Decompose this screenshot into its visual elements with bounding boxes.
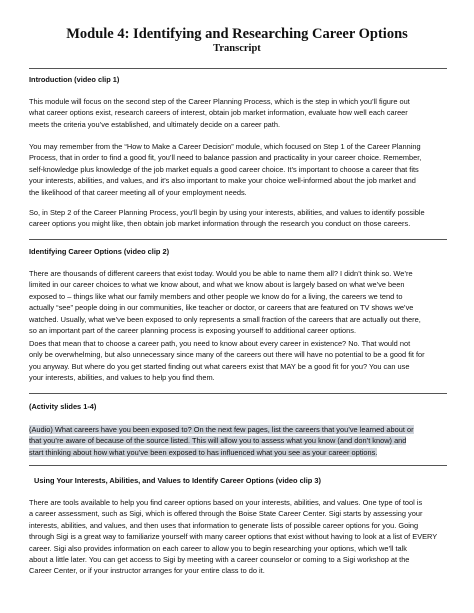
text-line: so an important part of the career planning process is exposing yourself to additional career options. — [29, 325, 357, 335]
paragraph — [29, 338, 447, 384]
text-line: exposed to – things like what our family members and other people we know do for a living, the careers we tend to — [29, 291, 403, 301]
text-line: a career assessment, such as Sigi, which is offered through the Boise State Career Center. Sigi starts by assessing your — [29, 509, 423, 519]
text-line: actually “see” people doing in our communities, like teacher or doctor, or careers that are featured on TV shows we’ve — [29, 303, 414, 313]
highlighted-text: that you’re aware of because of the source listed. This will allow you to assess what you know (and don’t know) and — [29, 436, 407, 446]
highlighted-text: (Audio) What careers have you been exposed to? On the next few pages, list the careers that you’ve learned about or — [29, 425, 414, 434]
paragraph — [29, 207, 447, 230]
text-line: meets the criteria you’ve established, and ultimately decide on a career path. — [29, 119, 281, 129]
paragraph — [29, 268, 447, 336]
text-line: self-knowledge plus knowledge of the job market equals a good career choice. It’s important to choose a career that fits — [29, 164, 419, 174]
section-heading-using-interests: Using Your Interests, Abilities, and Values to Identify Career Options (video clip 3) — [34, 476, 321, 485]
section-divider — [29, 239, 447, 240]
document-subtitle: Transcript — [213, 43, 261, 54]
text-line: So, in Step 2 of the Career Planning Process, you’ll begin by using your interests, abilities, and values to identify possible — [29, 208, 425, 217]
section-heading-introduction: Introduction (video clip 1) — [29, 75, 120, 84]
paragraph-highlighted — [29, 424, 447, 458]
section-divider — [29, 465, 447, 466]
text-line: you anyway. But where do you get started finding out what careers exist that MAY be a good fit for you? You can use — [29, 361, 410, 371]
text-line: There are tools available to help you find career options based on your interests, abilities, and values. One type of tool is — [29, 498, 423, 507]
section-heading-activity: (Activity slides 1-4) — [29, 402, 97, 411]
text-line: interests, abilities, and values, and then uses that information to generate lists of possible career options for you. Going — [29, 520, 419, 530]
text-line: through Sigi is a great way to familiarize yourself with many career options that exist without having to look at a list of EVERY — [29, 532, 438, 542]
text-line — [29, 447, 447, 458]
text-line: only be overwhelming, but also unnecessary since many of the careers out there will have no potential to be a good fit for — [29, 350, 425, 360]
section-divider — [29, 393, 447, 394]
text-line: Does that mean that to choose a career path, you need to know about every career in existence? No. That would not — [29, 339, 411, 348]
text-line: your interests, abilities, and values to help you find them. — [29, 373, 215, 383]
text-line: You may remember from the “How to Make a Career Decision” module, which focused on Step 1 of the Career Planning — [29, 142, 421, 151]
text-line: career. Sigi also provides information on each career to allow you to begin researching your options, which we’ll talk — [29, 543, 407, 553]
text-line — [29, 435, 447, 446]
text-line: your interests, abilities, and values, and it’s also important to make your choice well-informed about the job market and — [29, 176, 416, 186]
highlighted-text: start thinking about how what you’ve been exposed to has influenced what you see as your career options. — [29, 447, 378, 457]
text-line: There are thousands of different careers that exist today. Would you be able to name them all? I didn’t think so. We’re — [29, 269, 413, 278]
text-line: career options you might like, then obtain job market information through the research you conduct on those careers. — [29, 219, 411, 229]
text-line: limited in our career choices to what we know about, and what we know about is largely based on what we’ve been — [29, 280, 405, 290]
paragraph — [29, 96, 447, 130]
text-line: Process, that in order to find a good fit, you’ll need to balance passion and practicality in your career choice. Remember, — [29, 153, 422, 163]
text-line: This module will focus on the second step of the Career Planning Process, which is the step in which you’ll figure out — [29, 97, 410, 106]
text-line — [29, 424, 447, 435]
text-line: what career options exist, research careers of interest, obtain job market information, evaluate how well each career — [29, 108, 408, 118]
text-line: about a little later. You can get access to Sigi by meeting with a career counselor or coming to a Sigi workshop at the — [29, 554, 410, 564]
text-line: watched. Usually, what we’ve been exposed to only represents a small fraction of the careers that are actually out there, — [29, 314, 421, 324]
section-heading-identifying: Identifying Career Options (video clip 2) — [29, 247, 170, 256]
paragraph — [29, 141, 447, 198]
paragraph — [29, 497, 447, 577]
text-line: the likelihood of that career meeting all of your employment needs. — [29, 187, 247, 197]
section-divider — [29, 68, 447, 69]
document-title: Module 4: Identifying and Researching Career Options — [66, 26, 408, 42]
text-line: Career Center, or if your instructor arranges for your entire class to do it. — [29, 566, 265, 576]
